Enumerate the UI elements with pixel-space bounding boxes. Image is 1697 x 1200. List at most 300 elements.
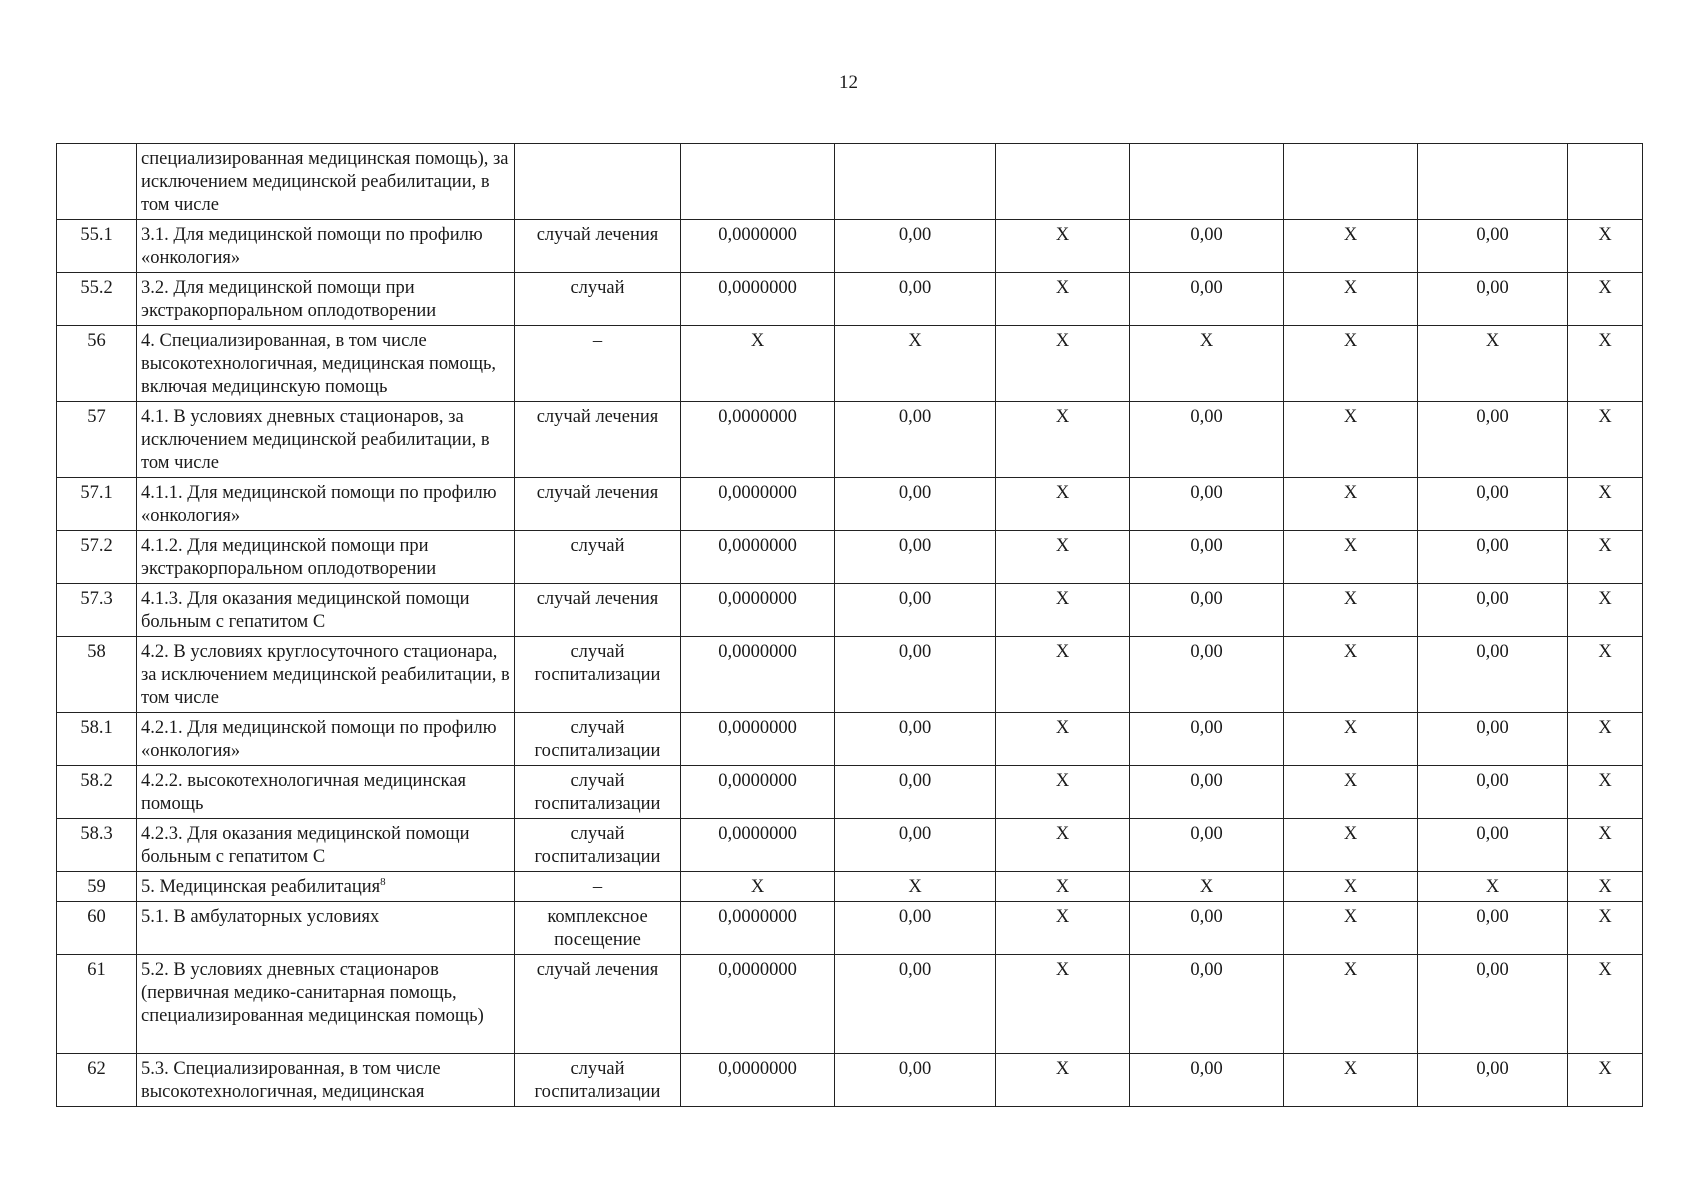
row-name-cell-text: 5.2. В условиях дневных стационаров (первичная медико-санитарная помощь, специализированная медицинская помощь) bbox=[141, 960, 484, 1026]
value-cell-text: X bbox=[1598, 642, 1612, 662]
row-name-cell bbox=[137, 144, 515, 220]
row-number-cell-text: 61 bbox=[87, 960, 106, 980]
row-name-cell bbox=[137, 584, 515, 637]
value-cell bbox=[1418, 902, 1568, 955]
value-cell-text: 0,00 bbox=[898, 771, 932, 791]
value-cell-text: X bbox=[1055, 877, 1070, 897]
value-cell-text: X bbox=[1343, 907, 1358, 927]
value-cell bbox=[1568, 220, 1643, 273]
value-cell-text: 0,00 bbox=[1190, 278, 1223, 298]
value-cell-text: X bbox=[750, 331, 765, 351]
value-cell-text: 0,0000000 bbox=[718, 536, 797, 556]
value-cell bbox=[1568, 713, 1643, 766]
value-cell bbox=[996, 402, 1130, 478]
value-cell-text: X bbox=[1199, 877, 1214, 897]
value-cell bbox=[1418, 584, 1568, 637]
unit-cell bbox=[515, 220, 681, 273]
row-number-cell bbox=[57, 637, 137, 713]
value-cell-text: X bbox=[1598, 877, 1612, 897]
row-name-cell-text: 5.3. Специализированная, в том числе высокотехнологичная, медицинская bbox=[141, 1059, 441, 1102]
unit-cell-text: случай госпитализации bbox=[534, 718, 661, 761]
value-cell-text: X bbox=[1598, 536, 1612, 556]
row-name-cell bbox=[137, 902, 515, 955]
value-cell-text: X bbox=[1199, 331, 1214, 351]
value-cell-text: X bbox=[1055, 589, 1070, 609]
value-cell-text: 0,00 bbox=[898, 483, 932, 503]
value-cell-text: X bbox=[1598, 960, 1612, 980]
row-number-cell-text: 57 bbox=[87, 407, 106, 427]
value-cell-text: 0,00 bbox=[1476, 536, 1509, 556]
unit-cell bbox=[515, 273, 681, 326]
unit-cell bbox=[515, 584, 681, 637]
value-cell bbox=[996, 220, 1130, 273]
row-name-cell-text: 4.1.3. Для оказания медицинской помощи больным с гепатитом С bbox=[141, 589, 470, 632]
unit-cell bbox=[515, 713, 681, 766]
value-cell bbox=[1130, 902, 1284, 955]
row-number-cell-text: 57.1 bbox=[80, 483, 113, 503]
value-cell-text: 0,00 bbox=[898, 407, 932, 427]
row-number-cell-text: 60 bbox=[87, 907, 106, 927]
row-number-cell-text: 59 bbox=[87, 877, 106, 897]
value-cell-text: 0,00 bbox=[898, 278, 932, 298]
value-cell bbox=[996, 637, 1130, 713]
value-cell-text: 0,0000000 bbox=[718, 225, 797, 245]
value-cell bbox=[1130, 872, 1284, 902]
value-cell-text: 0,00 bbox=[1476, 642, 1509, 662]
value-cell bbox=[681, 531, 835, 584]
value-cell bbox=[1284, 402, 1418, 478]
value-cell-text: 0,00 bbox=[1476, 278, 1509, 298]
value-cell bbox=[681, 766, 835, 819]
value-cell-text: X bbox=[1485, 877, 1500, 897]
value-cell bbox=[1130, 584, 1284, 637]
row-number-cell bbox=[57, 584, 137, 637]
table-row bbox=[57, 713, 1643, 766]
value-cell bbox=[1568, 584, 1643, 637]
value-cell bbox=[1284, 144, 1418, 220]
row-name-cell bbox=[137, 819, 515, 872]
row-number-cell bbox=[57, 819, 137, 872]
table-row bbox=[57, 220, 1643, 273]
value-cell bbox=[1568, 819, 1643, 872]
value-cell bbox=[835, 955, 996, 1054]
value-cell bbox=[996, 531, 1130, 584]
value-cell-text: 0,0000000 bbox=[718, 960, 797, 980]
value-cell bbox=[1568, 1054, 1643, 1107]
value-cell bbox=[1130, 402, 1284, 478]
value-cell-text: 0,00 bbox=[898, 907, 932, 927]
value-cell bbox=[1418, 273, 1568, 326]
unit-cell-text: случай лечения bbox=[536, 960, 659, 980]
table-row bbox=[57, 637, 1643, 713]
value-cell-text: 0,00 bbox=[1190, 483, 1223, 503]
value-cell bbox=[1418, 872, 1568, 902]
value-cell bbox=[996, 902, 1130, 955]
value-cell bbox=[1284, 902, 1418, 955]
value-cell-text: X bbox=[1055, 824, 1070, 844]
unit-cell-text: случай госпитализации bbox=[534, 824, 661, 867]
value-cell bbox=[1130, 478, 1284, 531]
value-cell bbox=[1130, 637, 1284, 713]
row-name-cell bbox=[137, 1054, 515, 1107]
table-row bbox=[57, 1054, 1643, 1107]
value-cell bbox=[996, 819, 1130, 872]
value-cell bbox=[1284, 273, 1418, 326]
value-cell-text: X bbox=[1055, 225, 1070, 245]
value-cell bbox=[1568, 637, 1643, 713]
value-cell-text: X bbox=[908, 331, 922, 351]
value-cell-text: X bbox=[1055, 642, 1070, 662]
value-cell-text: X bbox=[1055, 407, 1070, 427]
value-cell bbox=[1418, 531, 1568, 584]
value-cell bbox=[996, 713, 1130, 766]
value-cell bbox=[1418, 144, 1568, 220]
value-cell bbox=[1418, 326, 1568, 402]
value-cell bbox=[996, 273, 1130, 326]
unit-cell-text: случай лечения bbox=[536, 225, 659, 245]
value-cell bbox=[681, 478, 835, 531]
value-cell bbox=[1568, 766, 1643, 819]
value-cell bbox=[835, 584, 996, 637]
value-cell bbox=[996, 478, 1130, 531]
unit-cell bbox=[515, 478, 681, 531]
value-cell bbox=[835, 144, 996, 220]
value-cell bbox=[1418, 955, 1568, 1054]
row-name-cell-text: 4.1. В условиях дневных стационаров, за исключением медицинской реабилитации, в том числе bbox=[141, 407, 490, 473]
value-cell-text: X bbox=[1598, 771, 1612, 791]
value-cell bbox=[681, 1054, 835, 1107]
value-cell bbox=[1568, 326, 1643, 402]
value-cell bbox=[1568, 955, 1643, 1054]
value-cell bbox=[1568, 273, 1643, 326]
row-number-cell bbox=[57, 144, 137, 220]
value-cell bbox=[1568, 872, 1643, 902]
unit-cell-text: случай bbox=[570, 536, 625, 556]
value-cell-text: X bbox=[1598, 331, 1612, 351]
unit-cell bbox=[515, 902, 681, 955]
value-cell-text: X bbox=[1343, 278, 1358, 298]
value-cell-text: X bbox=[1055, 483, 1070, 503]
value-cell-text: X bbox=[1055, 536, 1070, 556]
unit-cell-text: случай лечения bbox=[536, 407, 659, 427]
value-cell bbox=[1284, 1054, 1418, 1107]
row-name-cell bbox=[137, 402, 515, 478]
unit-cell-text: случай лечения bbox=[536, 483, 659, 503]
value-cell-text: X bbox=[1598, 483, 1612, 503]
value-cell bbox=[1568, 402, 1643, 478]
value-cell-text: X bbox=[1055, 278, 1070, 298]
value-cell bbox=[1284, 637, 1418, 713]
value-cell-text: 0,0000000 bbox=[718, 1059, 797, 1079]
row-number-cell-text: 57.3 bbox=[80, 589, 113, 609]
data-table bbox=[56, 143, 1643, 1107]
value-cell bbox=[681, 872, 835, 902]
value-cell bbox=[1568, 478, 1643, 531]
row-name-cell-text: 4.2.3. Для оказания медицинской помощи больным с гепатитом С bbox=[141, 824, 470, 867]
row-number-cell-text: 58.1 bbox=[80, 718, 113, 738]
row-number-cell bbox=[57, 902, 137, 955]
row-number-cell bbox=[57, 1054, 137, 1107]
value-cell-text: X bbox=[1598, 907, 1612, 927]
value-cell-text: X bbox=[1343, 536, 1358, 556]
value-cell bbox=[681, 273, 835, 326]
table-row bbox=[57, 402, 1643, 478]
value-cell-text: 0,00 bbox=[898, 536, 932, 556]
row-number-cell bbox=[57, 531, 137, 584]
table-row bbox=[57, 872, 1643, 902]
unit-cell-text: случай госпитализации bbox=[534, 1059, 661, 1102]
footnote-marker: 8 bbox=[380, 875, 386, 888]
unit-cell bbox=[515, 326, 681, 402]
value-cell bbox=[1130, 220, 1284, 273]
value-cell bbox=[1284, 955, 1418, 1054]
value-cell-text: 0,00 bbox=[1476, 1059, 1509, 1079]
value-cell-text: 0,00 bbox=[1190, 824, 1223, 844]
unit-cell bbox=[515, 872, 681, 902]
value-cell bbox=[681, 713, 835, 766]
value-cell-text: 0,00 bbox=[1190, 589, 1223, 609]
row-number-cell bbox=[57, 713, 137, 766]
table-row bbox=[57, 531, 1643, 584]
table-row bbox=[57, 326, 1643, 402]
value-cell bbox=[835, 478, 996, 531]
value-cell bbox=[1418, 478, 1568, 531]
value-cell-text: 0,00 bbox=[1190, 225, 1223, 245]
value-cell-text: X bbox=[1055, 718, 1070, 738]
table-row bbox=[57, 273, 1643, 326]
unit-cell bbox=[515, 144, 681, 220]
value-cell-text: X bbox=[1343, 483, 1358, 503]
value-cell bbox=[1130, 713, 1284, 766]
value-cell bbox=[1130, 819, 1284, 872]
row-name-cell bbox=[137, 713, 515, 766]
value-cell-text: 0,00 bbox=[898, 824, 932, 844]
row-name-cell bbox=[137, 872, 515, 902]
value-cell bbox=[1284, 872, 1418, 902]
value-cell-text: 0,00 bbox=[1476, 960, 1509, 980]
value-cell bbox=[681, 819, 835, 872]
value-cell-text: 0,00 bbox=[1190, 407, 1223, 427]
value-cell bbox=[681, 955, 835, 1054]
value-cell bbox=[1418, 819, 1568, 872]
row-name-cell-text: 4.1.2. Для медицинской помощи при экстракорпоральном оплодотворении bbox=[141, 536, 437, 579]
table-row bbox=[57, 955, 1643, 1054]
row-name-cell bbox=[137, 766, 515, 819]
page-number: 12 bbox=[839, 72, 858, 93]
unit-cell-text: случай госпитализации bbox=[534, 771, 661, 814]
value-cell bbox=[1130, 144, 1284, 220]
value-cell bbox=[996, 144, 1130, 220]
row-name-cell bbox=[137, 220, 515, 273]
value-cell-text: X bbox=[1055, 771, 1070, 791]
row-name-cell-text: 3.2. Для медицинской помощи при экстракорпоральном оплодотворении bbox=[141, 278, 437, 321]
value-cell-text: 0,00 bbox=[1190, 642, 1223, 662]
unit-cell bbox=[515, 766, 681, 819]
value-cell bbox=[835, 531, 996, 584]
value-cell bbox=[1284, 819, 1418, 872]
unit-cell bbox=[515, 402, 681, 478]
value-cell bbox=[1568, 144, 1643, 220]
unit-cell bbox=[515, 637, 681, 713]
value-cell-text: X bbox=[1343, 331, 1358, 351]
value-cell bbox=[996, 872, 1130, 902]
value-cell bbox=[1284, 713, 1418, 766]
value-cell bbox=[835, 326, 996, 402]
row-name-cell-text: 4.2.2. высокотехнологичная медицинская помощь bbox=[141, 771, 466, 814]
value-cell bbox=[681, 220, 835, 273]
value-cell bbox=[835, 872, 996, 902]
row-name-cell-text: 4.2.1. Для медицинской помощи по профилю «онкология» bbox=[141, 718, 497, 761]
row-number-cell bbox=[57, 326, 137, 402]
value-cell-text: 0,00 bbox=[1476, 824, 1509, 844]
value-cell bbox=[1284, 326, 1418, 402]
unit-cell-text: случай bbox=[570, 278, 625, 298]
value-cell-text: X bbox=[1343, 1059, 1358, 1079]
value-cell bbox=[1418, 1054, 1568, 1107]
value-cell-text: X bbox=[1343, 824, 1358, 844]
value-cell-text: 0,00 bbox=[1476, 225, 1509, 245]
value-cell-text: 0,0000000 bbox=[718, 642, 797, 662]
value-cell bbox=[1418, 402, 1568, 478]
value-cell-text: X bbox=[1343, 589, 1358, 609]
row-name-cell-text: 5. Медицинская реабилитация bbox=[141, 877, 381, 897]
row-number-cell-text: 58 bbox=[87, 642, 106, 662]
value-cell bbox=[1418, 220, 1568, 273]
value-cell bbox=[996, 955, 1130, 1054]
value-cell-text: X bbox=[1343, 407, 1358, 427]
value-cell bbox=[996, 326, 1130, 402]
value-cell-text: X bbox=[1598, 589, 1612, 609]
value-cell bbox=[681, 402, 835, 478]
value-cell-text: 0,0000000 bbox=[718, 278, 797, 298]
row-number-cell-text: 58.3 bbox=[80, 824, 113, 844]
row-number-cell bbox=[57, 872, 137, 902]
row-number-cell-text: 57.2 bbox=[80, 536, 113, 556]
value-cell bbox=[996, 1054, 1130, 1107]
value-cell-text: X bbox=[1343, 771, 1358, 791]
value-cell-text: 0,00 bbox=[1190, 907, 1223, 927]
value-cell bbox=[996, 584, 1130, 637]
value-cell bbox=[681, 584, 835, 637]
table-row bbox=[57, 478, 1643, 531]
value-cell-text: 0,00 bbox=[1190, 536, 1223, 556]
table-row bbox=[57, 584, 1643, 637]
row-name-cell bbox=[137, 326, 515, 402]
value-cell bbox=[835, 766, 996, 819]
row-name-cell-text: специализированная медицинская помощь), за исключением медицинской реабилитации, в том числе bbox=[141, 149, 509, 215]
value-cell bbox=[835, 637, 996, 713]
row-name-cell bbox=[137, 273, 515, 326]
row-number-cell-text: 58.2 bbox=[80, 771, 113, 791]
value-cell-text: X bbox=[1485, 331, 1500, 351]
value-cell-text: X bbox=[1343, 225, 1358, 245]
value-cell-text: 0,00 bbox=[898, 589, 932, 609]
value-cell-text: X bbox=[1343, 877, 1358, 897]
value-cell-text: 0,0000000 bbox=[718, 589, 797, 609]
unit-cell-text: – bbox=[592, 331, 603, 351]
row-name-cell bbox=[137, 955, 515, 1054]
unit-cell bbox=[515, 531, 681, 584]
value-cell-text: X bbox=[1598, 718, 1612, 738]
unit-cell-text: – bbox=[592, 877, 603, 897]
unit-cell bbox=[515, 1054, 681, 1107]
value-cell-text: X bbox=[1598, 407, 1612, 427]
value-cell bbox=[1284, 531, 1418, 584]
unit-cell bbox=[515, 955, 681, 1054]
value-cell bbox=[681, 326, 835, 402]
value-cell-text: X bbox=[1055, 1059, 1070, 1079]
table-row bbox=[57, 902, 1643, 955]
value-cell-text: 0,00 bbox=[1476, 718, 1509, 738]
row-name-cell bbox=[137, 637, 515, 713]
value-cell-text: X bbox=[750, 877, 765, 897]
value-cell-text: 0,00 bbox=[1476, 407, 1509, 427]
value-cell-text: 0,0000000 bbox=[718, 907, 797, 927]
value-cell bbox=[1284, 478, 1418, 531]
table-body bbox=[57, 144, 1643, 1107]
value-cell bbox=[1418, 637, 1568, 713]
value-cell-text: 0,00 bbox=[1476, 483, 1509, 503]
value-cell-text: 0,0000000 bbox=[718, 483, 797, 503]
value-cell bbox=[1418, 713, 1568, 766]
value-cell-text: 0,00 bbox=[1190, 718, 1223, 738]
value-cell bbox=[1568, 531, 1643, 584]
value-cell bbox=[681, 637, 835, 713]
value-cell-text: 0,00 bbox=[898, 642, 932, 662]
value-cell bbox=[1284, 220, 1418, 273]
row-number-cell bbox=[57, 273, 137, 326]
value-cell-text: X bbox=[1343, 718, 1358, 738]
value-cell bbox=[1130, 766, 1284, 819]
row-number-cell-text: 56 bbox=[87, 331, 106, 351]
value-cell-text: 0,00 bbox=[1476, 907, 1509, 927]
value-cell-text: 0,00 bbox=[898, 1059, 932, 1079]
value-cell-text: X bbox=[1598, 225, 1612, 245]
value-cell bbox=[835, 902, 996, 955]
value-cell bbox=[1130, 955, 1284, 1054]
value-cell-text: X bbox=[1055, 907, 1070, 927]
table-row bbox=[57, 819, 1643, 872]
value-cell bbox=[1568, 902, 1643, 955]
value-cell bbox=[835, 402, 996, 478]
row-name-cell-text: 4. Специализированная, в том числе высокотехнологичная, медицинская помощь, включая медицинскую помощь bbox=[141, 331, 497, 397]
value-cell-text: 0,0000000 bbox=[718, 407, 797, 427]
row-number-cell-text: 62 bbox=[87, 1059, 106, 1079]
value-cell-text: X bbox=[1598, 278, 1612, 298]
row-number-cell-text: 55.1 bbox=[80, 225, 113, 245]
table-row bbox=[57, 144, 1643, 220]
row-name-cell-text: 5.1. В амбулаторных условиях bbox=[141, 907, 380, 927]
value-cell bbox=[835, 220, 996, 273]
value-cell-text: 0,00 bbox=[1190, 1059, 1223, 1079]
value-cell-text: X bbox=[1598, 824, 1612, 844]
row-number-cell bbox=[57, 402, 137, 478]
value-cell bbox=[996, 766, 1130, 819]
unit-cell-text: комплексное посещение bbox=[547, 907, 648, 950]
value-cell bbox=[835, 713, 996, 766]
row-number-cell bbox=[57, 955, 137, 1054]
value-cell-text: X bbox=[1343, 642, 1358, 662]
value-cell-text: 0,00 bbox=[898, 960, 932, 980]
value-cell-text: X bbox=[908, 877, 922, 897]
value-cell bbox=[835, 819, 996, 872]
value-cell bbox=[681, 902, 835, 955]
value-cell-text: X bbox=[1598, 1059, 1612, 1079]
row-number-cell bbox=[57, 220, 137, 273]
value-cell-text: 0,00 bbox=[1476, 589, 1509, 609]
value-cell-text: 0,00 bbox=[898, 718, 932, 738]
row-name-cell bbox=[137, 478, 515, 531]
